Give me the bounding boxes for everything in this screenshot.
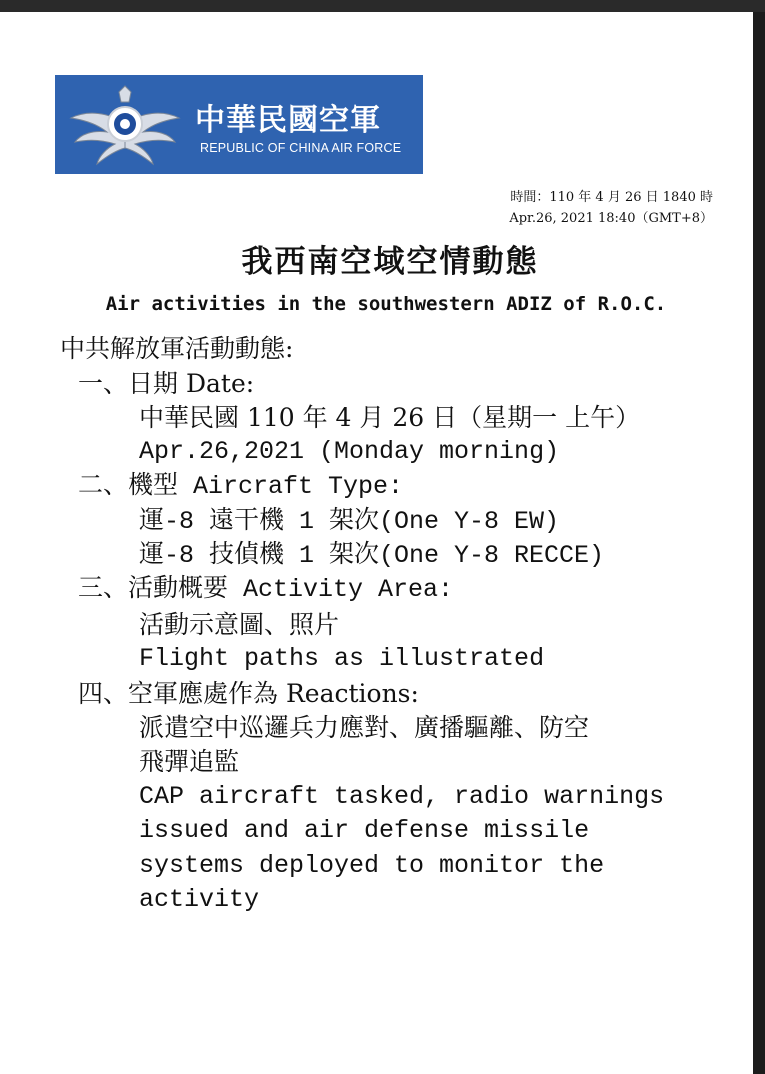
air-force-emblem-icon: [69, 84, 181, 166]
reactions-en-line: activity: [139, 885, 260, 914]
reactions-zh-line: 飛彈追監: [139, 747, 240, 776]
timestamp-zh: 時間：110 年 4 月 26 日 1840 時: [510, 190, 713, 205]
aircraft-label: 二、機型 Aircraft Type:: [78, 472, 404, 501]
reactions-en-line: issued and air defense missile: [139, 816, 590, 845]
aircraft-item: 運-8 技偵機 1 架次(One Y-8 RECCE): [139, 541, 605, 570]
timestamp-block: [509, 187, 713, 229]
timestamp-en: Apr.26, 2021 18:40（GMT+8）: [509, 211, 713, 226]
area-en: Flight paths as illustrated: [139, 644, 545, 673]
logo-chinese-text: 中華民國空軍: [195, 103, 381, 138]
date-en: Apr.26,2021 (Monday morning): [139, 437, 560, 466]
window-top-bar: [0, 0, 765, 12]
section-heading: 中共解放軍活動動態:: [60, 334, 294, 363]
date-zh: 中華民國 110 年 4 月 26 日（星期一 上午）: [139, 403, 641, 432]
area-zh: 活動示意圖、照片: [139, 610, 340, 639]
area-label: 三、活動概要 Activity Area:: [78, 575, 454, 604]
page-title-zh: 我西南空域空情動態: [241, 244, 539, 280]
document-page: [0, 12, 753, 1074]
logo-english-text: REPUBLIC OF CHINA AIR FORCE: [200, 141, 402, 155]
reactions-zh-line: 派遣空中巡邏兵力應對、廣播驅離、防空: [139, 713, 590, 742]
date-label: 一、日期 Date:: [78, 369, 255, 398]
reactions-en-line: CAP aircraft tasked, radio warnings: [139, 782, 665, 811]
aircraft-item: 運-8 遠干機 1 架次(One Y-8 EW): [139, 507, 560, 536]
reactions-en-line: systems deployed to monitor the: [139, 851, 605, 880]
reactions-label: 四、空軍應處作為 Reactions:: [78, 679, 419, 708]
roc-air-force-logo: [55, 75, 423, 174]
page-title-en: Air activities in the southwestern ADIZ of R.O.C.: [105, 293, 667, 315]
